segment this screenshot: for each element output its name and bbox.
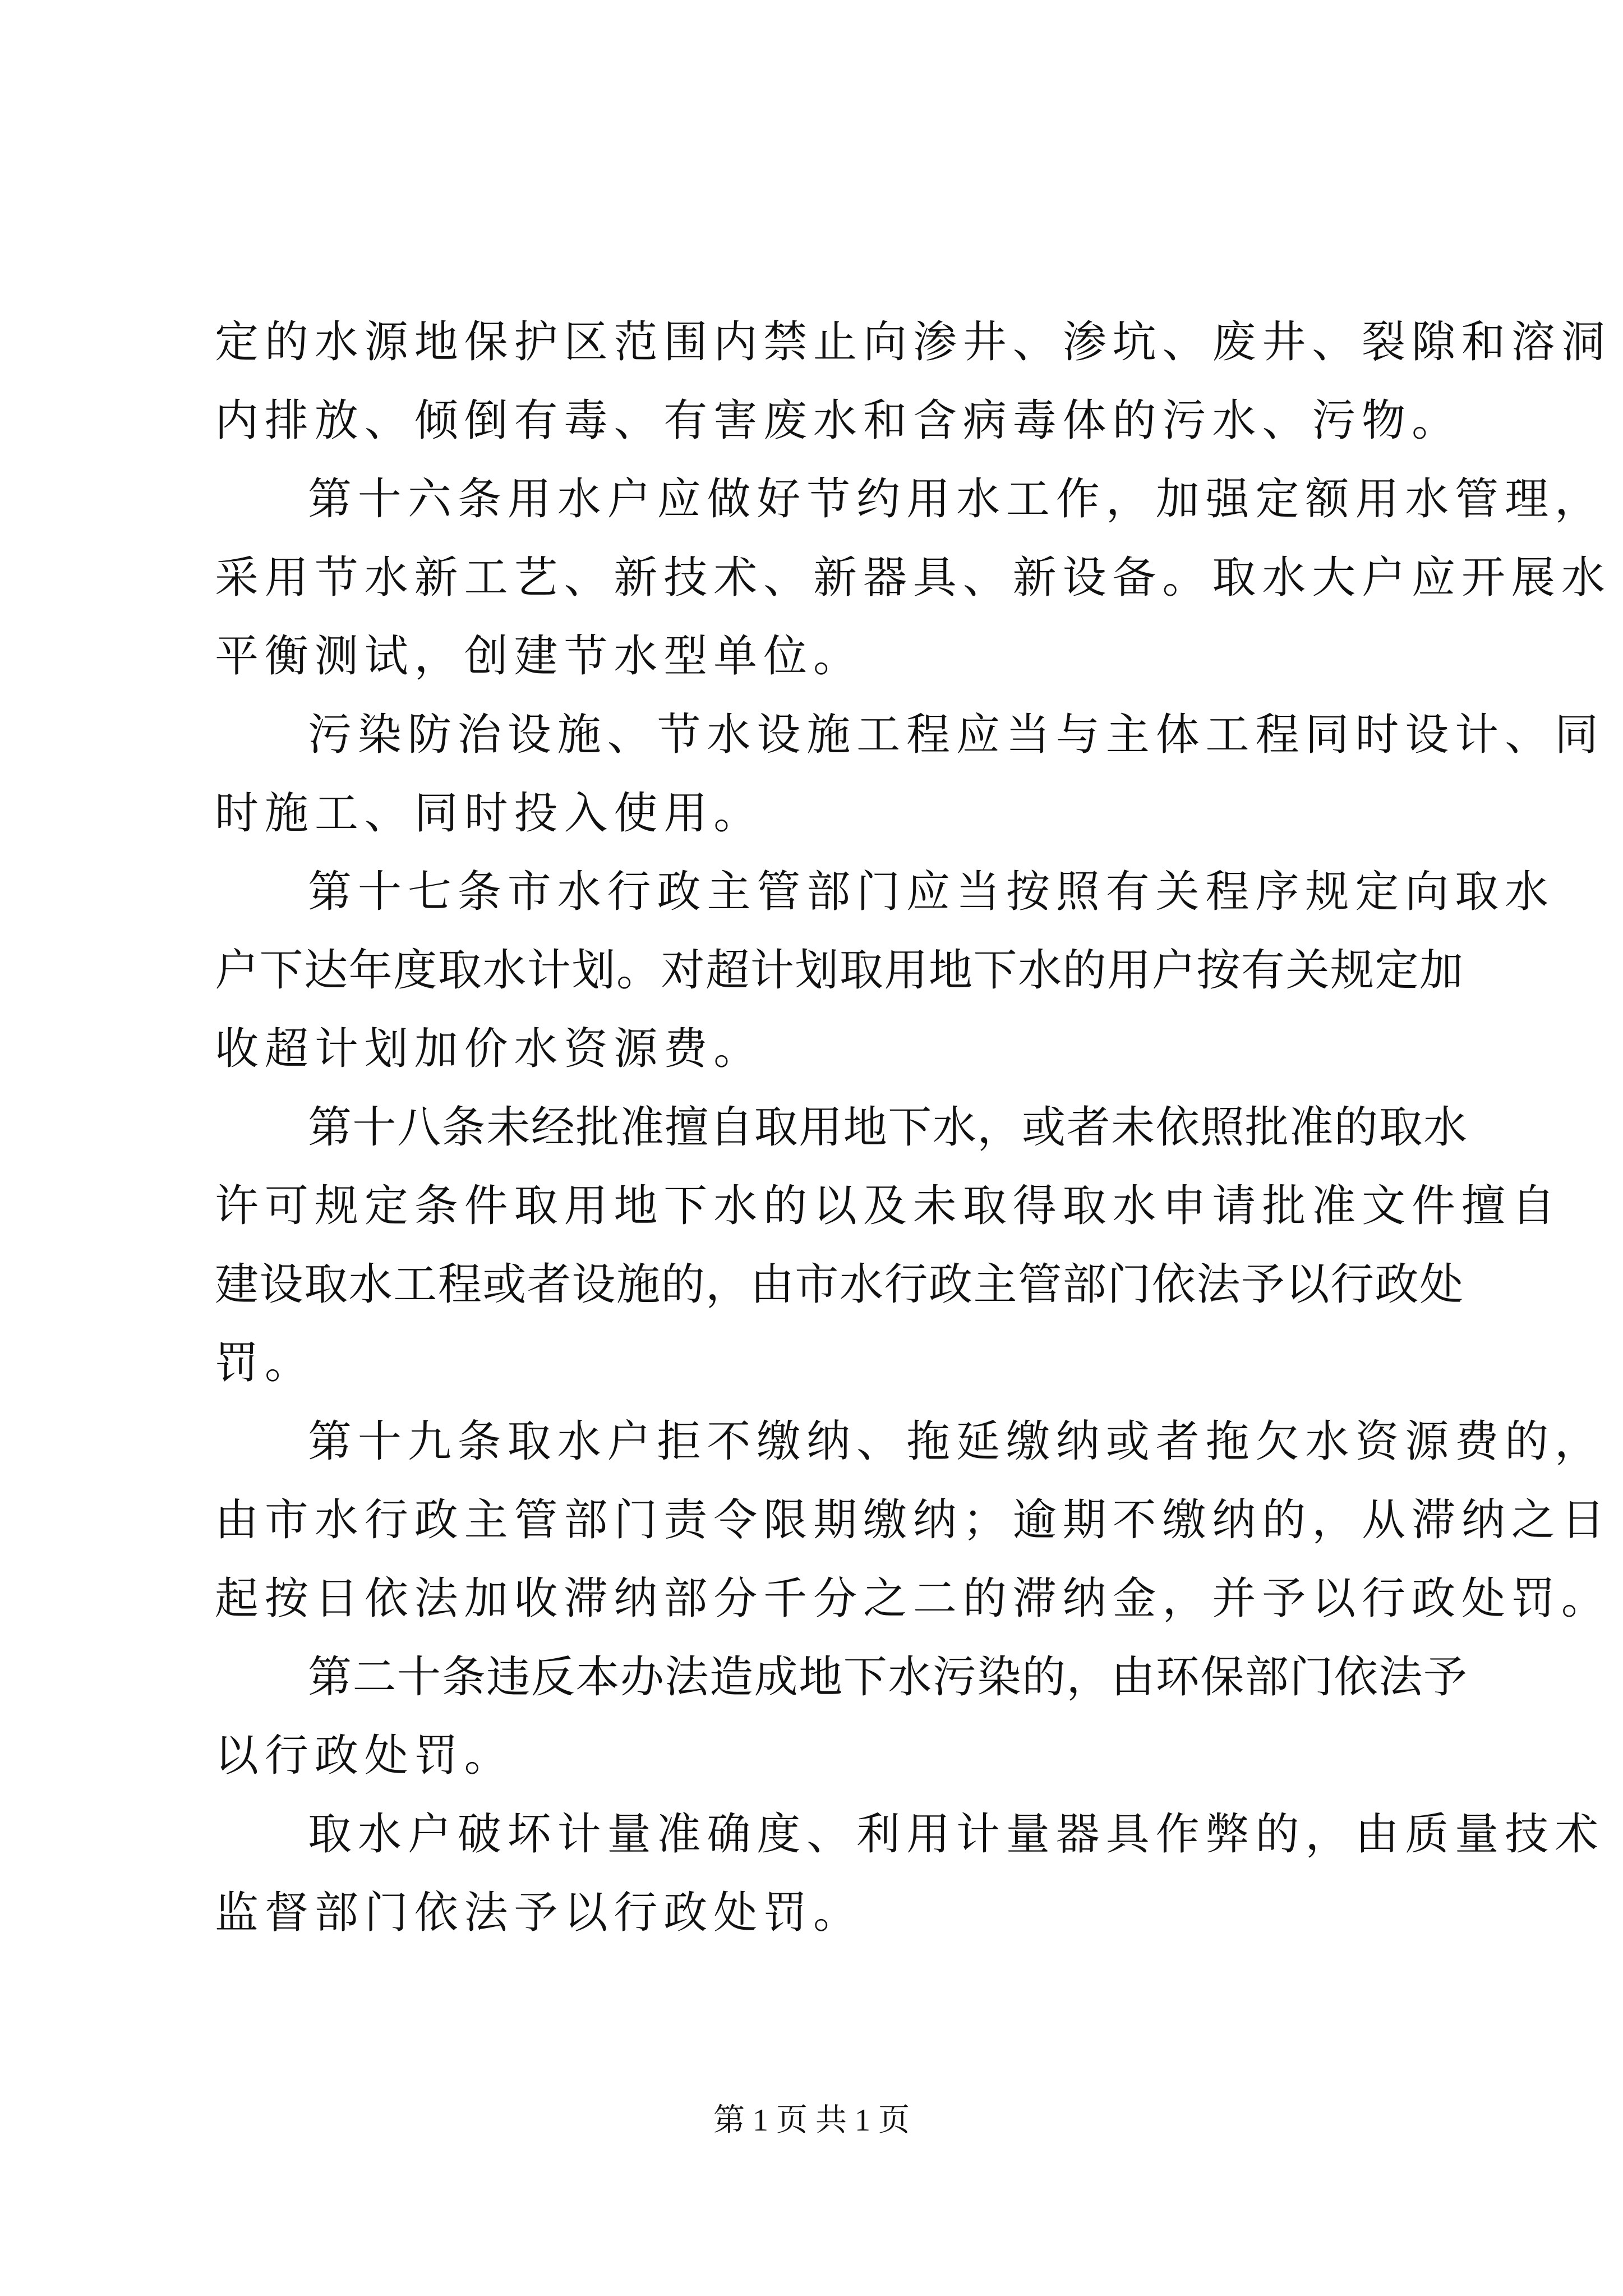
text-line: 罚。 — [215, 1338, 315, 1388]
paragraph-line: 第十九条取水户拒不缴纳、拖延缴纳或者拖欠水资源费的， — [308, 1416, 1604, 1467]
paragraph-line: 第十六条用水户应做好节约用水工作，加强定额用水管理， — [308, 474, 1604, 524]
document-body — [215, 303, 1611, 1952]
page-number: 第 1 页 共 1 页 — [713, 2103, 910, 2138]
text-line: 内排放、倾倒有毒、有害废水和含病毒体的污水、污物。 — [215, 395, 1462, 446]
text-line: 定的水源地保护区范围内禁止向渗井、渗坑、废井、裂隙和溶洞 — [215, 317, 1611, 367]
text-line: 以行政处罚。 — [215, 1731, 514, 1781]
paragraph-line: 污染防治设施、节水设施工程应当与主体工程同时设计、同 — [308, 710, 1604, 760]
text-line: 起按日依法加收滞纳部分千分之二的滞纳金，并予以行政处罚。 — [215, 1573, 1611, 1624]
text-line: 收超计划加价水资源费。 — [215, 1024, 764, 1074]
text-line: 许可规定条件取用地下水的以及未取得取水申请批准文件擅自 — [215, 1181, 1561, 1231]
text-line: 户下达年度取水计划。对超计划取用地下水的用户按有关规定加 — [215, 945, 1464, 996]
text-line: 时施工、同时投入使用。 — [215, 788, 764, 839]
text-line: 监督部门依法予以行政处罚。 — [215, 1888, 863, 1938]
paragraph-line: 第十八条未经批准擅自取用地下水，或者未依照批准的取水 — [308, 1102, 1468, 1153]
text-line: 平衡测试，创建节水型单位。 — [215, 631, 863, 682]
text-line: 建设取水工程或者设施的，由市水行政主管部门依法予以行政处 — [215, 1259, 1464, 1310]
paragraph-line: 第十七条市水行政主管部门应当按照有关程序规定向取水 — [308, 867, 1555, 917]
text-line: 采用节水新工艺、新技术、新器具、新设备。取水大户应开展水 — [215, 553, 1611, 603]
paragraph-line: 第二十条违反本办法造成地下水污染的，由环保部门依法予 — [308, 1652, 1468, 1703]
paragraph-line: 取水户破坏计量准确度、利用计量器具作弊的，由质量技术 — [308, 1809, 1604, 1860]
text-line: 由市水行政主管部门责令限期缴纳；逾期不缴纳的，从滞纳之日 — [215, 1495, 1611, 1545]
